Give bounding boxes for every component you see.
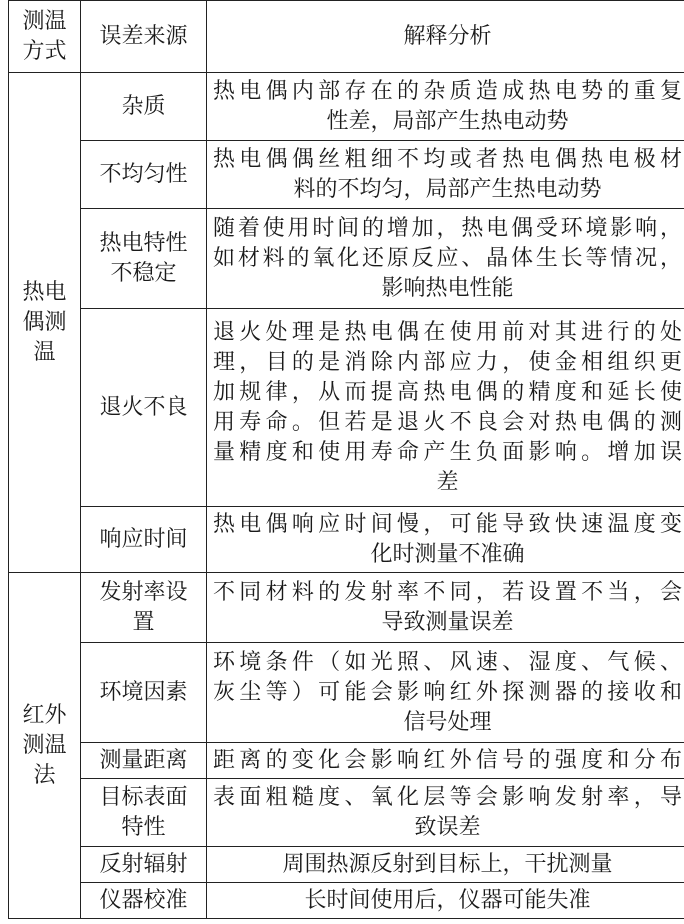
- source-line: 目标表面: [99, 784, 188, 810]
- source-cell: [81, 643, 207, 743]
- source-cell: [81, 883, 207, 919]
- header-analysis: 解释分析: [207, 1, 684, 73]
- analysis-line: 导致测量误差: [381, 609, 514, 635]
- analysis-cell: [207, 883, 684, 919]
- header-method: [9, 1, 81, 73]
- analysis-line: 影响热电性能: [381, 275, 514, 301]
- analysis-cell: [207, 573, 684, 643]
- error-source-table-container: [8, 0, 684, 924]
- source-line: 仪器校准: [99, 887, 188, 913]
- source-line: 测量距离: [99, 747, 188, 773]
- table-row: [9, 507, 684, 573]
- source-cell: [81, 309, 207, 507]
- analysis-line: 长时间使用后，仪器可能失准: [304, 887, 591, 913]
- analysis-cell: [207, 309, 684, 507]
- source-line: 响应时间: [99, 526, 188, 552]
- analysis-line: 料的不均匀，局部产生热电动势: [293, 176, 602, 202]
- table-row: [9, 209, 684, 309]
- method-cell-infrared: [9, 573, 81, 919]
- source-cell: [81, 847, 207, 883]
- analysis-cell: [207, 209, 684, 309]
- source-line: 退火不良: [99, 394, 188, 420]
- analysis-line: 加规律，从而提高热电偶的精度和延长使: [213, 379, 682, 405]
- source-line: 不均匀性: [99, 161, 188, 187]
- analysis-cell: [207, 643, 684, 743]
- analysis-cell: [207, 73, 684, 141]
- method-line: 偶测: [22, 309, 67, 335]
- table-row: [9, 643, 684, 743]
- analysis-line: 性差，局部产生热电动势: [326, 108, 569, 134]
- header-method-line: 测温: [22, 8, 67, 34]
- method-line: 测温: [22, 732, 67, 758]
- analysis-line: 用寿命。但若是退火不良会对热电偶的测: [213, 409, 682, 435]
- table-row: [9, 743, 684, 779]
- table-row: [9, 73, 684, 141]
- analysis-line: 表面粗糙度、氧化层等会影响发射率，导: [213, 784, 682, 810]
- header-method-line: 方式: [22, 38, 67, 64]
- source-cell: [81, 573, 207, 643]
- method-line: 红外: [22, 702, 67, 728]
- analysis-line: 退火处理是热电偶在使用前对其进行的处: [213, 319, 682, 345]
- analysis-line: 化时测量不准确: [370, 541, 525, 567]
- analysis-line: 灰尘等）可能会影响红外探测器的接收和: [213, 679, 682, 705]
- analysis-cell: [207, 507, 684, 573]
- method-line: 温: [33, 339, 56, 365]
- table-row: [9, 883, 684, 919]
- source-cell: [81, 209, 207, 309]
- analysis-line: 信号处理: [403, 709, 492, 735]
- analysis-line: 距离的变化会影响红外信号的强度和分布: [213, 747, 682, 773]
- analysis-line: 周围热源反射到目标上，干扰测量: [282, 851, 613, 877]
- analysis-cell: [207, 743, 684, 779]
- table-row: [9, 309, 684, 507]
- analysis-line: 热电偶响应时间慢，可能导致快速温度变: [213, 511, 682, 537]
- source-line: 不稳定: [110, 260, 177, 286]
- source-cell: [81, 507, 207, 573]
- source-cell: [81, 743, 207, 779]
- source-cell: [81, 779, 207, 847]
- method-cell-thermocouple: [9, 73, 81, 573]
- table-row: [9, 779, 684, 847]
- method-line: 法: [33, 762, 56, 788]
- source-line: 环境因素: [99, 679, 188, 705]
- analysis-line: 如材料的氧化还原反应、晶体生长等情况，: [213, 245, 682, 271]
- header-source: 误差来源: [81, 1, 207, 73]
- analysis-line: 量精度和使用寿命产生负面影响。增加误: [213, 439, 682, 465]
- source-cell: [81, 73, 207, 141]
- table-row: [9, 847, 684, 883]
- source-line: 特性: [121, 814, 166, 840]
- error-source-table: [8, 0, 684, 919]
- analysis-cell: [207, 847, 684, 883]
- analysis-line: 致误差: [414, 814, 481, 840]
- source-line: 杂质: [121, 93, 166, 119]
- header-row: [9, 1, 684, 73]
- method-line: 热电: [22, 279, 67, 305]
- analysis-cell: [207, 779, 684, 847]
- analysis-cell: [207, 141, 684, 209]
- analysis-line: 理，目的是消除内部应力，使金相组织更: [213, 349, 682, 375]
- analysis-line: 随着使用时间的增加，热电偶受环境影响，: [213, 215, 682, 241]
- analysis-line: 热电偶偶丝粗细不均或者热电偶热电极材: [213, 146, 682, 172]
- table-row: [9, 141, 684, 209]
- source-line: 热电特性: [99, 230, 188, 256]
- analysis-line: 环境条件（如光照、风速、湿度、气候、: [213, 649, 682, 675]
- source-line: 反射辐射: [99, 851, 188, 877]
- analysis-line: 差: [436, 469, 459, 495]
- table-row: [9, 573, 684, 643]
- source-cell: [81, 141, 207, 209]
- source-line: 发射率设: [99, 579, 188, 605]
- analysis-line: 不同材料的发射率不同，若设置不当，会: [213, 579, 682, 605]
- source-line: 置: [132, 609, 155, 635]
- analysis-line: 热电偶内部存在的杂质造成热电势的重复: [213, 78, 682, 104]
